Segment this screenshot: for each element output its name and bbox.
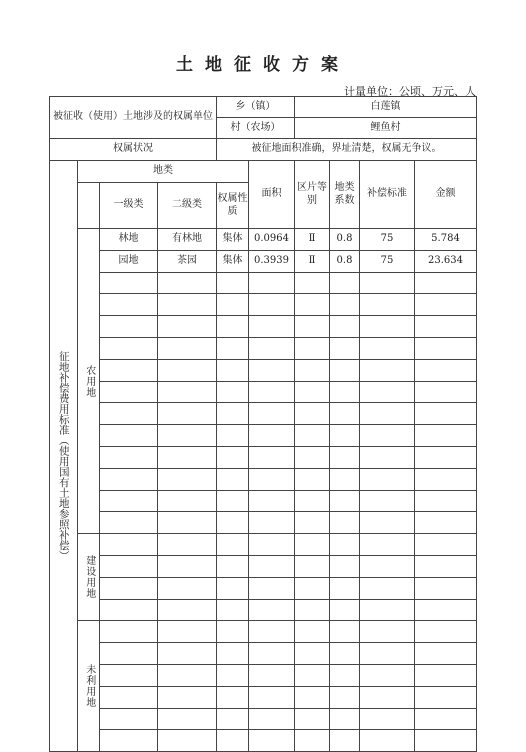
cell-zone [295,708,330,730]
cell-area [249,664,295,686]
cell-level2 [158,643,217,665]
table-row [50,534,477,556]
section-label-unused: 未利用地 [78,621,100,752]
section-label-agri: 农用地 [78,229,100,534]
land-coef-header: 地类系数 [330,161,360,229]
ownership-label: 被征收（使用）土地涉及的权属单位 [50,97,217,139]
cell-nature [217,425,249,447]
cell-nature [217,599,249,621]
village-label: 村（农场） [217,118,295,139]
cell-area [249,381,295,403]
cell-standard [360,294,415,316]
cell-level1 [100,686,158,708]
cell-level2 [158,272,217,294]
cell-zone [295,468,330,490]
cell-zone [295,686,330,708]
township-label: 乡（镇） [217,97,295,118]
table-row [50,316,477,338]
cell-standard [360,664,415,686]
cell-standard [360,577,415,599]
table-row [50,229,477,251]
cell-level2 [158,316,217,338]
cell-level1 [100,577,158,599]
cell-level1 [100,599,158,621]
cell-level1 [100,643,158,665]
cell-level2 [158,425,217,447]
cell-area [249,643,295,665]
cell-zone [295,577,330,599]
cell-standard [360,708,415,730]
cell-coef [330,599,360,621]
cell-standard [360,730,415,752]
cell-standard [360,621,415,643]
table-row [50,708,477,730]
section-label-construction: 建设用地 [78,534,100,621]
cell-level1 [100,294,158,316]
cell-amount [415,337,477,359]
cell-standard [360,337,415,359]
cell-coef [330,490,360,512]
cell-nature [217,643,249,665]
cell-area [249,490,295,512]
cell-level1 [100,359,158,381]
cell-level2 [158,730,217,752]
cell-nature [217,381,249,403]
cell-amount [415,577,477,599]
cell-area [249,337,295,359]
cell-area [249,512,295,534]
cell-level2: 茶园 [158,250,217,272]
table-row [50,359,477,381]
cell-zone [295,730,330,752]
cell-zone [295,664,330,686]
cell-amount [415,730,477,752]
cell-amount [415,272,477,294]
cell-coef [330,425,360,447]
township-value: 白莲镇 [295,97,477,118]
cell-area [249,534,295,556]
cell-amount [415,621,477,643]
cell-standard [360,686,415,708]
cell-zone [295,621,330,643]
cell-amount [415,381,477,403]
cell-area [249,708,295,730]
cell-zone [295,316,330,338]
cell-nature [217,359,249,381]
cell-amount [415,708,477,730]
cell-standard [360,534,415,556]
cell-level1 [100,425,158,447]
cell-amount [415,446,477,468]
cell-level2 [158,599,217,621]
unit-label: 计量单位：公顷、万元、人 [344,85,476,98]
cell-level1 [100,534,158,556]
cell-amount: 5.784 [415,229,477,251]
table-row [50,555,477,577]
cell-standard [360,490,415,512]
cell-coef: 0.8 [330,229,360,251]
cell-level2 [158,359,217,381]
level2-header: 二级类 [158,183,217,229]
cell-nature [217,555,249,577]
cell-nature [217,686,249,708]
cell-level2 [158,403,217,425]
cell-zone [295,337,330,359]
cell-coef [330,468,360,490]
cell-zone [295,490,330,512]
cell-standard: 75 [360,229,415,251]
cell-nature [217,534,249,556]
standard-header: 补偿标准 [360,161,415,229]
cell-coef [330,272,360,294]
cell-area [249,577,295,599]
cell-nature [217,337,249,359]
cell-amount [415,555,477,577]
cell-nature: 集体 [217,250,249,272]
cell-level1 [100,337,158,359]
cell-coef [330,534,360,556]
cell-level2 [158,664,217,686]
cell-standard [360,272,415,294]
village-value: 鲤鱼村 [295,118,477,139]
cell-amount [415,468,477,490]
cell-zone: Ⅱ [295,229,330,251]
cell-amount [415,403,477,425]
cell-coef [330,643,360,665]
cell-standard [360,599,415,621]
table-row [50,512,477,534]
cell-nature [217,490,249,512]
cell-zone [295,512,330,534]
zone-grade-header: 区片等别 [295,161,330,229]
status-row [50,139,477,161]
cell-coef [330,664,360,686]
cell-coef [330,621,360,643]
cell-area [249,555,295,577]
cell-nature: 集体 [217,229,249,251]
cell-nature [217,664,249,686]
cell-coef [330,337,360,359]
cell-area: 0.3939 [249,250,295,272]
cell-area [249,730,295,752]
cell-coef [330,403,360,425]
cell-level1 [100,730,158,752]
cell-level2 [158,708,217,730]
cell-standard: 75 [360,250,415,272]
cell-level2 [158,337,217,359]
cell-coef [330,555,360,577]
cell-zone [295,534,330,556]
cell-level1 [100,664,158,686]
table-row [50,599,477,621]
cell-standard [360,381,415,403]
cell-standard [360,446,415,468]
cell-nature [217,272,249,294]
cell-amount [415,359,477,381]
cell-zone [295,643,330,665]
cell-level1: 园地 [100,250,158,272]
cell-area [249,272,295,294]
cell-area [249,316,295,338]
cell-standard [360,316,415,338]
cell-coef [330,359,360,381]
cell-nature [217,446,249,468]
amount-header: 金额 [415,161,477,229]
table-row [50,381,477,403]
table-row [50,250,477,272]
table-row [50,468,477,490]
cell-level2 [158,577,217,599]
cell-amount [415,294,477,316]
cell-nature [217,512,249,534]
cell-nature [217,294,249,316]
cell-standard [360,359,415,381]
table-row [50,272,477,294]
cell-area [249,425,295,447]
cell-nature [217,730,249,752]
cell-zone [295,555,330,577]
table-row [50,490,477,512]
cell-standard [360,555,415,577]
cell-standard [360,512,415,534]
cell-coef [330,730,360,752]
cell-standard [360,468,415,490]
level1-header: 一级类 [100,183,158,229]
cell-amount [415,686,477,708]
cell-level2: 有林地 [158,229,217,251]
status-value: 被征地面积准确，界址清楚，权属无争议。 [217,139,477,161]
cell-zone [295,381,330,403]
compensation-side-label: 征地补偿费用标准（使用国有土地参照补偿） [50,161,78,752]
cell-level2 [158,534,217,556]
cell-level1 [100,446,158,468]
cell-zone [295,359,330,381]
land-type-header: 地类 [78,161,249,183]
land-acquisition-table [49,96,477,752]
table-row [50,686,477,708]
cell-amount: 23.634 [415,250,477,272]
table-row [50,337,477,359]
cell-area: 0.0964 [249,229,295,251]
cell-area [249,359,295,381]
cell-zone [295,403,330,425]
cell-level2 [158,468,217,490]
cell-level2 [158,686,217,708]
cell-area [249,294,295,316]
cell-zone [295,272,330,294]
cell-area [249,446,295,468]
cell-zone [295,599,330,621]
cell-nature [217,708,249,730]
cell-nature [217,468,249,490]
cell-zone: Ⅱ [295,250,330,272]
cell-standard [360,425,415,447]
cell-area [249,403,295,425]
cell-area [249,599,295,621]
cell-amount [415,664,477,686]
cell-level1 [100,272,158,294]
header-spacer [78,183,100,229]
table-row [50,294,477,316]
cell-area [249,686,295,708]
cell-level1 [100,555,158,577]
cell-coef [330,708,360,730]
cell-nature [217,621,249,643]
cell-level1 [100,468,158,490]
table-row [50,643,477,665]
cell-level1 [100,316,158,338]
cell-level2 [158,621,217,643]
table-row [50,403,477,425]
area-header: 面积 [249,161,295,229]
cell-level1: 林地 [100,229,158,251]
cell-zone [295,294,330,316]
cell-amount [415,316,477,338]
cell-coef [330,577,360,599]
document-title: 土地征收方案 [176,55,350,75]
cell-level1 [100,403,158,425]
table-row [50,664,477,686]
cell-level1 [100,512,158,534]
cell-amount [415,512,477,534]
cell-coef [330,294,360,316]
cell-nature [217,403,249,425]
cell-area [249,621,295,643]
cell-nature [217,316,249,338]
cell-level2 [158,294,217,316]
cell-level2 [158,512,217,534]
table-row [50,730,477,752]
ownership-nature-header: 权属性质 [217,183,249,229]
cell-standard [360,403,415,425]
cell-level2 [158,490,217,512]
cell-amount [415,643,477,665]
cell-level2 [158,381,217,403]
cell-standard [360,643,415,665]
cell-zone [295,425,330,447]
cell-coef [330,512,360,534]
cell-level1 [100,490,158,512]
cell-level1 [100,381,158,403]
table-row [50,446,477,468]
cell-coef [330,686,360,708]
cell-coef: 0.8 [330,250,360,272]
cell-amount [415,490,477,512]
status-label: 权属状况 [50,139,217,161]
cell-level1 [100,708,158,730]
ownership-row-township [50,97,477,118]
cell-level2 [158,555,217,577]
cell-amount [415,425,477,447]
cell-level2 [158,446,217,468]
cell-coef [330,381,360,403]
cell-level1 [100,621,158,643]
cell-coef [330,446,360,468]
table-row [50,621,477,643]
header-row-1 [50,161,477,183]
cell-area [249,468,295,490]
table-row [50,577,477,599]
cell-coef [330,316,360,338]
cell-amount [415,599,477,621]
cell-nature [217,577,249,599]
cell-amount [415,534,477,556]
cell-zone [295,446,330,468]
table-row [50,425,477,447]
